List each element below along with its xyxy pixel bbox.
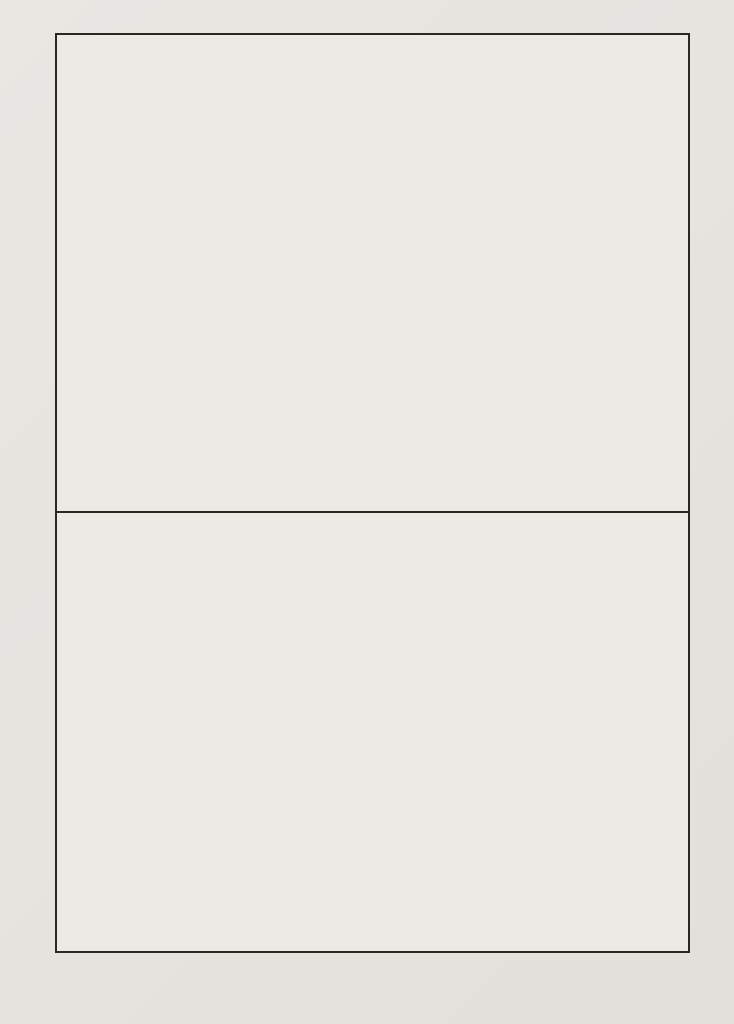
bottom-register (57, 513, 688, 951)
table-frame (55, 33, 690, 953)
top-register (57, 35, 688, 513)
